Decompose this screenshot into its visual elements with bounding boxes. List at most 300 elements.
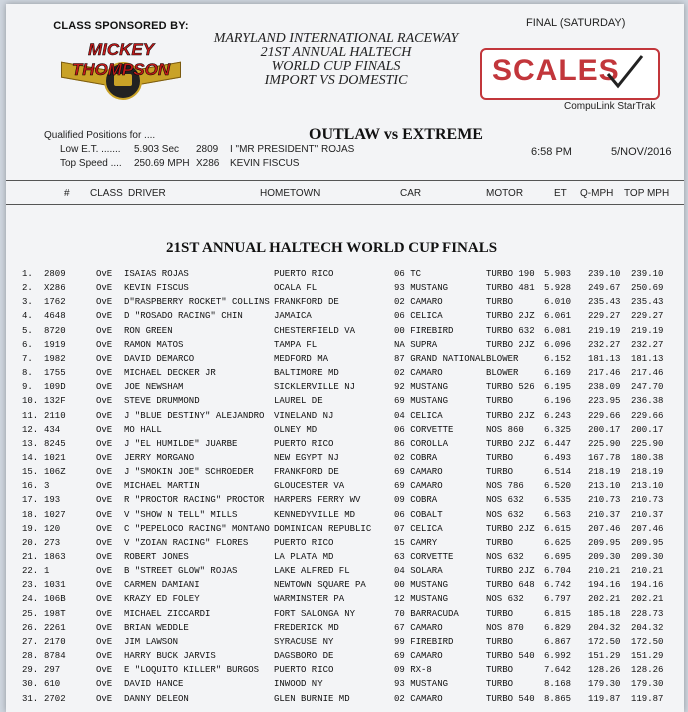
row-car: 93 MUSTANG — [394, 283, 449, 294]
row-position: 24. — [22, 594, 39, 605]
table-row — [6, 565, 684, 579]
row-top-mph: 207.46 — [631, 523, 664, 534]
row-et: 5.903 — [544, 269, 572, 279]
row-top-mph: 239.10 — [631, 269, 664, 279]
row-et: 6.625 — [544, 537, 572, 548]
table-row — [6, 636, 684, 650]
row-hometown: FRANKFORD DE — [274, 467, 339, 478]
row-driver: HARRY BUCK JARVIS — [124, 651, 216, 662]
row-motor: TURBO 2JZ — [486, 311, 535, 322]
checkmark-icon — [604, 52, 644, 92]
row-top-mph: 209.30 — [631, 552, 664, 562]
row-hometown: MEDFORD MA — [274, 353, 329, 364]
row-driver: J "SMOKIN JOE" SCHROEDER — [124, 467, 254, 478]
row-top-mph: 218.19 — [631, 467, 664, 478]
row-class: OvE — [96, 311, 113, 322]
row-qmph: 210.73 — [588, 495, 621, 506]
row-et: 6.797 — [544, 594, 572, 605]
row-et: 6.829 — [544, 622, 572, 633]
top-speed-value: 250.69 MPH — [134, 158, 190, 169]
row-hometown: FORT SALONGA NY — [274, 608, 356, 619]
row-driver: CARMEN DAMIANI — [124, 580, 200, 591]
row-et: 6.520 — [544, 481, 572, 492]
row-qmph: 167.78 — [588, 452, 621, 463]
row-hometown: CHESTERFIELD VA — [274, 325, 356, 336]
row-hometown: GLOUCESTER VA — [274, 481, 345, 492]
row-top-mph: 128.26 — [631, 665, 664, 676]
col-top-header: TOP MPH — [624, 188, 670, 199]
table-row — [6, 367, 684, 381]
row-top-mph: 235.43 — [631, 297, 664, 308]
row-et: 6.325 — [544, 424, 572, 435]
row-car-number: 109D — [44, 382, 66, 393]
row-motor: TURBO — [486, 297, 514, 308]
low-et-label: Low E.T. ....... — [60, 144, 121, 155]
row-car: 02 CAMARO — [394, 368, 443, 379]
row-position: 8. — [22, 368, 33, 379]
row-class: OvE — [96, 382, 113, 393]
row-class: OvE — [96, 693, 113, 704]
row-driver: ISAIAS ROJAS — [124, 269, 189, 279]
row-et: 6.493 — [544, 452, 572, 463]
row-et: 5.928 — [544, 283, 572, 294]
col-hometown-header: HOMETOWN — [260, 188, 321, 199]
row-driver: V "SHOW N TELL" MILLS — [124, 509, 238, 520]
row-et: 6.695 — [544, 552, 572, 562]
row-hometown: TAMPA FL — [274, 339, 318, 350]
row-car: 86 COROLLA — [394, 438, 449, 449]
row-motor: TURBO 540 — [486, 651, 535, 662]
row-position: 29. — [22, 665, 39, 676]
row-et: 6.196 — [544, 396, 572, 407]
scales-logo — [480, 48, 660, 100]
row-driver: DAVID DEMARCO — [124, 353, 195, 364]
row-car-number: 106B — [44, 594, 66, 605]
event-line-4: IMPORT VS DOMESTIC — [264, 73, 408, 88]
row-car: 02 COBRA — [394, 452, 438, 463]
row-driver: JERRY MORGANO — [124, 452, 195, 463]
row-class: OvE — [96, 552, 113, 562]
row-qmph: 225.90 — [588, 438, 621, 449]
row-et: 6.447 — [544, 438, 572, 449]
row-motor: NOS 632 — [486, 594, 524, 605]
table-row — [6, 523, 684, 537]
row-motor: TURBO — [486, 537, 514, 548]
row-class: OvE — [96, 283, 113, 294]
event-title — [211, 32, 461, 88]
row-motor: TURBO 2JZ — [486, 410, 535, 421]
row-et: 6.010 — [544, 297, 572, 308]
table-row — [6, 480, 684, 494]
row-driver: ROBERT JONES — [124, 552, 189, 562]
row-qmph: 229.27 — [588, 311, 621, 322]
row-car-number: 1863 — [44, 552, 66, 562]
row-et: 7.642 — [544, 665, 572, 676]
row-motor: NOS 632 — [486, 495, 524, 506]
row-top-mph: 209.95 — [631, 537, 664, 548]
row-position: 27. — [22, 636, 39, 647]
row-et: 6.195 — [544, 382, 572, 393]
row-hometown: LAUREL DE — [274, 396, 323, 407]
row-et: 6.243 — [544, 410, 572, 421]
row-position: 12. — [22, 424, 39, 435]
row-position: 9. — [22, 382, 33, 393]
row-driver: BRIAN WEDDLE — [124, 622, 189, 633]
table-row — [6, 466, 684, 480]
row-car-number: 434 — [44, 424, 61, 435]
row-top-mph: 210.73 — [631, 495, 664, 506]
row-top-mph: 229.66 — [631, 410, 664, 421]
row-position: 7. — [22, 353, 33, 364]
row-driver: MICHAEL DECKER JR — [124, 368, 216, 379]
row-qmph: 210.21 — [588, 566, 621, 577]
row-car-number: 1919 — [44, 339, 66, 350]
row-motor: NOS 632 — [486, 552, 524, 562]
row-car: 70 BARRACUDA — [394, 608, 459, 619]
row-car-number: 2702 — [44, 693, 66, 704]
row-driver: MICHAEL ZICCARDI — [124, 608, 211, 619]
row-car: 69 CAMARO — [394, 481, 443, 492]
table-row — [6, 395, 684, 409]
row-driver: STEVE DRUMMOND — [124, 396, 200, 407]
row-hometown: HARPERS FERRY WV — [274, 495, 361, 506]
row-qmph: 223.95 — [588, 396, 621, 407]
row-top-mph: 225.90 — [631, 438, 664, 449]
row-car: 99 FIREBIRD — [394, 636, 454, 647]
row-driver: MO HALL — [124, 424, 162, 435]
row-et: 8.168 — [544, 679, 572, 690]
row-top-mph: 247.70 — [631, 382, 664, 393]
row-qmph: 235.43 — [588, 297, 621, 308]
row-position: 17. — [22, 495, 39, 506]
col-pos-header: # — [64, 188, 70, 199]
table-row — [6, 268, 684, 282]
row-car: 92 MUSTANG — [394, 382, 449, 393]
row-et: 6.815 — [544, 608, 572, 619]
row-car: NA SUPRA — [394, 339, 438, 350]
report-time: 6:58 PM — [531, 146, 572, 158]
row-motor: TURBO — [486, 452, 514, 463]
row-car-number: 2261 — [44, 622, 66, 633]
row-motor: NOS 786 — [486, 481, 524, 492]
row-class: OvE — [96, 651, 113, 662]
row-motor: TURBO 2JZ — [486, 523, 535, 534]
row-class: OvE — [96, 509, 113, 520]
row-car: 06 CORVETTE — [394, 424, 454, 435]
row-car-number: 1982 — [44, 353, 66, 364]
table-row — [6, 579, 684, 593]
row-et: 6.867 — [544, 636, 572, 647]
row-hometown: OLNEY MD — [274, 424, 318, 435]
row-et: 6.563 — [544, 509, 572, 520]
row-motor: TURBO 648 — [486, 580, 535, 591]
row-qmph: 213.10 — [588, 481, 621, 492]
row-driver: B "STREET GLOW" ROJAS — [124, 566, 238, 577]
table-row — [6, 551, 684, 565]
row-qmph: 185.18 — [588, 608, 621, 619]
row-car: 15 CAMRY — [394, 537, 438, 548]
qualified-label: Qualified Positions for .... — [44, 130, 156, 141]
final-label: FINAL (SATURDAY) — [526, 17, 626, 29]
row-top-mph: 119.87 — [631, 693, 664, 704]
row-car: 02 CAMARO — [394, 693, 443, 704]
row-hometown: SICKLERVILLE NJ — [274, 382, 356, 393]
col-qmph-header: Q-MPH — [580, 188, 614, 199]
row-class: OvE — [96, 523, 113, 534]
row-top-mph: 219.19 — [631, 325, 664, 336]
row-car-number: X286 — [44, 283, 66, 294]
row-qmph: 179.30 — [588, 679, 621, 690]
row-qmph: 218.19 — [588, 467, 621, 478]
row-class: OvE — [96, 495, 113, 506]
row-hometown: INWOOD NY — [274, 679, 323, 690]
top-speed-label: Top Speed .... — [60, 158, 122, 169]
row-car-number: 8784 — [44, 651, 66, 662]
row-car-number: 610 — [44, 679, 61, 690]
row-top-mph: 229.27 — [631, 311, 664, 322]
row-hometown: OCALA FL — [274, 283, 318, 294]
row-hometown: NEWTOWN SQUARE PA — [274, 580, 366, 591]
row-car: 12 MUSTANG — [394, 594, 449, 605]
row-driver: D "ROSADO RACING" CHIN — [124, 311, 243, 322]
top-speed-driver: KEVIN FISCUS — [230, 158, 300, 169]
row-hometown: PUERTO RICO — [274, 438, 334, 449]
row-position: 18. — [22, 509, 39, 520]
row-car: 69 CAMARO — [394, 651, 443, 662]
row-car-number: 273 — [44, 537, 61, 548]
row-driver: MICHAEL MARTIN — [124, 481, 200, 492]
col-class-header: CLASS — [90, 188, 123, 199]
row-car: 87 GRAND NATIONAL — [394, 353, 486, 364]
row-car-number: 1031 — [44, 580, 66, 591]
row-car-number: 198T — [44, 608, 66, 619]
row-position: 28. — [22, 651, 39, 662]
row-class: OvE — [96, 438, 113, 449]
row-driver: C "PEPELOCO RACING" MONTANO — [124, 523, 270, 534]
table-row — [6, 310, 684, 324]
row-top-mph: 179.30 — [631, 679, 664, 690]
row-qmph: 119.87 — [588, 693, 621, 704]
row-position: 13. — [22, 438, 39, 449]
table-row — [6, 424, 684, 438]
row-car: 06 TC — [394, 269, 422, 279]
row-car-number: 1 — [44, 566, 50, 577]
row-motor: TURBO — [486, 679, 514, 690]
row-position: 14. — [22, 452, 39, 463]
table-row — [6, 452, 684, 466]
row-top-mph: 202.21 — [631, 594, 664, 605]
row-hometown: VINELAND NJ — [274, 410, 334, 421]
table-row — [6, 282, 684, 296]
row-position: 5. — [22, 325, 33, 336]
row-driver: KRAZY ED FOLEY — [124, 594, 200, 605]
results-sheet — [6, 4, 684, 712]
row-et: 6.742 — [544, 580, 572, 591]
col-motor-header: MOTOR — [486, 188, 524, 199]
row-car: 69 CAMARO — [394, 467, 443, 478]
table-row — [6, 678, 684, 692]
table-row — [6, 664, 684, 678]
row-qmph: 210.37 — [588, 509, 621, 520]
table-row — [6, 325, 684, 339]
event-line-2: 21ST ANNUAL HALTECH — [260, 45, 412, 60]
row-driver: RON GREEN — [124, 325, 173, 336]
row-class: OvE — [96, 368, 113, 379]
row-position: 19. — [22, 523, 39, 534]
row-class: OvE — [96, 339, 113, 350]
row-class: OvE — [96, 594, 113, 605]
row-hometown: DOMINICAN REPUBLIC — [274, 523, 372, 534]
row-position: 11. — [22, 410, 39, 421]
col-et-header: ET — [554, 188, 567, 199]
row-position: 23. — [22, 580, 39, 591]
row-motor: TURBO 632 — [486, 325, 535, 336]
row-car: 09 COBRA — [394, 495, 438, 506]
row-motor: NOS 632 — [486, 509, 524, 520]
row-motor: TURBO 190 — [486, 269, 535, 279]
row-qmph: 200.17 — [588, 424, 621, 435]
row-class: OvE — [96, 622, 113, 633]
row-car-number: 3 — [44, 481, 50, 492]
row-top-mph: 217.46 — [631, 368, 664, 379]
row-motor: TURBO — [486, 665, 514, 676]
row-top-mph: 180.38 — [631, 452, 664, 463]
row-car-number: 193 — [44, 495, 61, 506]
row-position: 10. — [22, 396, 39, 407]
row-motor: TURBO 2JZ — [486, 566, 535, 577]
row-hometown: PUERTO RICO — [274, 537, 334, 548]
row-top-mph: 151.29 — [631, 651, 664, 662]
row-top-mph: 210.37 — [631, 509, 664, 520]
event-line-1: MARYLAND INTERNATIONAL RACEWAY — [213, 31, 459, 46]
row-class: OvE — [96, 481, 113, 492]
row-motor: TURBO 2JZ — [486, 339, 535, 350]
row-et: 6.152 — [544, 353, 572, 364]
scales-word: SCALES — [492, 54, 620, 87]
row-car: 02 CAMARO — [394, 297, 443, 308]
row-driver: DAVID HANCE — [124, 679, 184, 690]
row-car: 04 CELICA — [394, 410, 443, 421]
table-row — [6, 608, 684, 622]
row-hometown: LA PLATA MD — [274, 552, 334, 562]
row-car: 63 CORVETTE — [394, 552, 454, 562]
row-motor: BLOWER — [486, 368, 519, 379]
row-class: OvE — [96, 467, 113, 478]
sponsor-label: CLASS SPONSORED BY: — [53, 20, 189, 32]
row-position: 6. — [22, 339, 33, 350]
row-qmph: 194.16 — [588, 580, 621, 591]
table-row — [6, 693, 684, 707]
row-position: 25. — [22, 608, 39, 619]
row-class: OvE — [96, 396, 113, 407]
row-car-number: 1762 — [44, 297, 66, 308]
row-car-number: 1021 — [44, 452, 66, 463]
row-top-mph: 228.73 — [631, 608, 664, 619]
row-class: OvE — [96, 410, 113, 421]
row-qmph: 238.09 — [588, 382, 621, 393]
row-motor: TURBO — [486, 608, 514, 619]
low-et-car: 2809 — [196, 144, 219, 155]
table-row — [6, 339, 684, 353]
row-class: OvE — [96, 269, 113, 279]
row-class: OvE — [96, 325, 113, 336]
row-class: OvE — [96, 608, 113, 619]
row-qmph: 217.46 — [588, 368, 621, 379]
row-car-number: 4648 — [44, 311, 66, 322]
row-car: 00 MUSTANG — [394, 580, 449, 591]
row-motor: TURBO 2JZ — [486, 438, 535, 449]
row-position: 1. — [22, 269, 33, 279]
row-qmph: 172.50 — [588, 636, 621, 647]
row-top-mph: 194.16 — [631, 580, 664, 591]
row-qmph: 229.66 — [588, 410, 621, 421]
row-hometown: PUERTO RICO — [274, 665, 334, 676]
table-row — [6, 650, 684, 664]
row-qmph: 239.10 — [588, 269, 621, 279]
row-driver: DANNY DELEON — [124, 693, 189, 704]
row-motor: NOS 870 — [486, 622, 524, 633]
table-row — [6, 381, 684, 395]
row-car-number: 2110 — [44, 410, 66, 421]
row-position: 4. — [22, 311, 33, 322]
row-car-number: 106Z — [44, 467, 66, 478]
row-top-mph: 232.27 — [631, 339, 664, 350]
row-qmph: 209.95 — [588, 537, 621, 548]
header-divider-bottom — [6, 204, 684, 205]
mickey-thompson-logo — [61, 36, 181, 102]
row-qmph: 181.13 — [588, 353, 621, 364]
row-qmph: 207.46 — [588, 523, 621, 534]
row-car: 93 MUSTANG — [394, 679, 449, 690]
row-motor: TURBO — [486, 467, 514, 478]
row-position: 15. — [22, 467, 39, 478]
row-hometown: SYRACUSE NY — [274, 636, 334, 647]
row-car: 00 FIREBIRD — [394, 325, 454, 336]
row-car: 06 CELICA — [394, 311, 443, 322]
row-qmph: 151.29 — [588, 651, 621, 662]
row-position: 2. — [22, 283, 33, 294]
row-driver: J "EL HUMILDE" JUARBE — [124, 438, 238, 449]
row-driver: KEVIN FISCUS — [124, 283, 189, 294]
row-top-mph: 213.10 — [631, 481, 664, 492]
row-et: 6.081 — [544, 325, 572, 336]
row-hometown: JAMAICA — [274, 311, 312, 322]
row-car-number: 297 — [44, 665, 61, 676]
row-et: 6.704 — [544, 566, 572, 577]
logo-word: MICKEY THOMPSON — [71, 40, 171, 79]
row-position: 30. — [22, 679, 39, 690]
row-top-mph: 236.38 — [631, 396, 664, 407]
row-driver: E "LOQUITO KILLER" BURGOS — [124, 665, 260, 676]
row-position: 16. — [22, 481, 39, 492]
table-row — [6, 410, 684, 424]
row-et: 6.615 — [544, 523, 572, 534]
row-car: 06 COBALT — [394, 509, 443, 520]
row-motor: TURBO 526 — [486, 382, 535, 393]
row-position: 26. — [22, 622, 39, 633]
row-qmph: 249.67 — [588, 283, 621, 294]
row-car-number: 8245 — [44, 438, 66, 449]
event-line-3: WORLD CUP FINALS — [271, 59, 401, 74]
row-driver: RAMON MATOS — [124, 339, 184, 350]
row-driver: V "ZOIAN RACING" FLORES — [124, 537, 249, 548]
row-car-number: 132F — [44, 396, 66, 407]
row-hometown: LAKE ALFRED FL — [274, 566, 350, 577]
row-class: OvE — [96, 566, 113, 577]
row-qmph: 209.30 — [588, 552, 621, 562]
row-motor: TURBO — [486, 396, 514, 407]
row-class: OvE — [96, 353, 113, 364]
